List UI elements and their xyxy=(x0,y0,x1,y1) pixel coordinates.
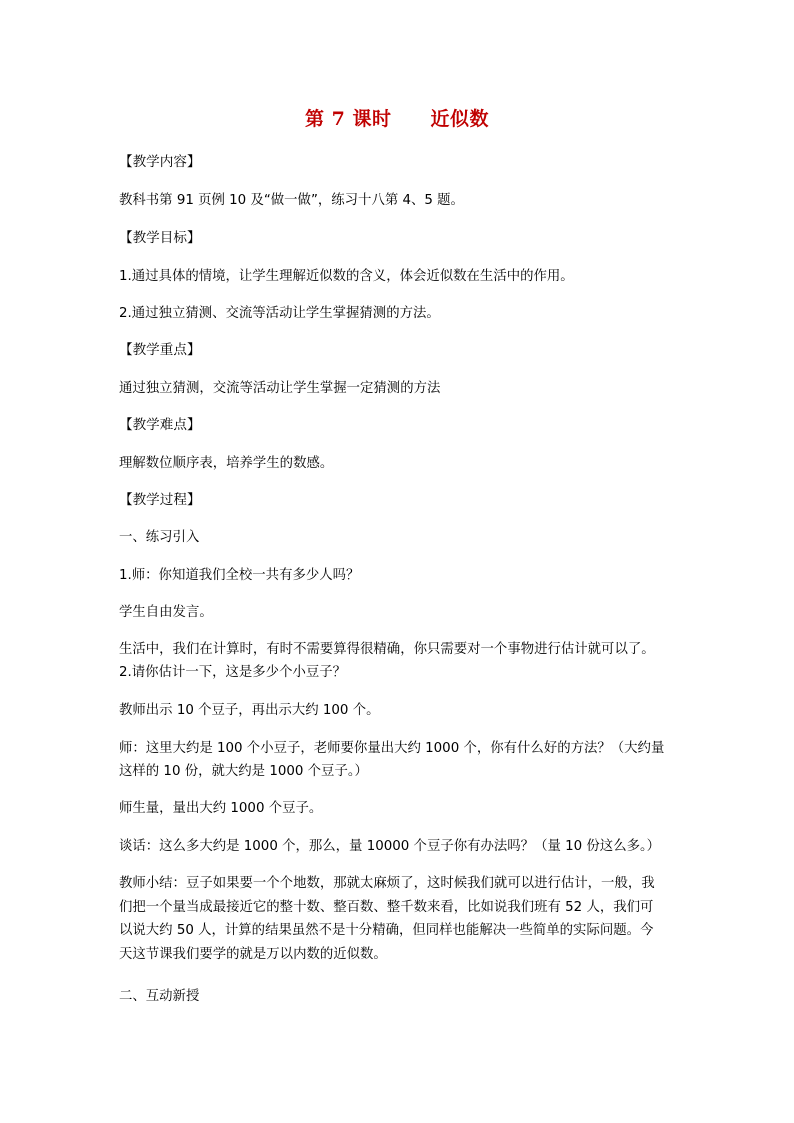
difficulty-paragraph: 理解数位顺序表，培养学生的数感。 xyxy=(119,456,334,471)
question-1-answer: 学生自由发言。 xyxy=(119,605,213,620)
life-paragraph: 生活中，我们在计算时，有时不需要算得很精确，你只需要对一个事物进行估计就可以了。 xyxy=(119,642,655,657)
part-heading-2: 二、互动新授 xyxy=(119,989,200,1004)
lesson-title: 第 7 课时 近似数 xyxy=(305,108,489,130)
content-paragraph: 教科书第 91 页例 10 及“做一做”，练习十八第 4、5 题。 xyxy=(119,193,464,208)
section-heading-key-points: 【教学重点】 xyxy=(119,342,201,358)
question-2: 2.请你估计一下，这是多少个小豆子？ xyxy=(119,665,347,680)
teacher-question-line-2: 这样的 10 份，就大约是 1000 个豆子。） xyxy=(119,764,368,779)
question-1: 1.师：你知道我们全校一共有多少人吗？ xyxy=(119,568,360,583)
section-heading-difficulty: 【教学难点】 xyxy=(119,417,201,433)
key-points-paragraph: 通过独立猜测，交流等活动让学生掌握一定猜测的方法 xyxy=(119,381,441,396)
section-heading-content: 【教学内容】 xyxy=(119,154,201,170)
talk-paragraph: 谈话：这么多大约是 1000 个，那么，量 10000 个豆子你有办法吗？（量 10 份这么多。） xyxy=(119,839,661,854)
measure-paragraph: 师生量，量出大约 1000 个豆子。 xyxy=(119,801,323,816)
summary-line-3: 以说大约 50 人，计算的结果虽然不是十分精确，但同样也能解决一些简单的实际问题。今 xyxy=(119,923,654,938)
summary-line-2: 们把一个量当成最接近它的整十数、整百数、整千数来看，比如说我们班有 52 人，我们可 xyxy=(119,900,654,915)
section-heading-goals: 【教学目标】 xyxy=(119,230,201,246)
teacher-demo: 教师出示 10 个豆子，再出示大约 100 个。 xyxy=(119,703,380,718)
section-heading-process: 【教学过程】 xyxy=(119,492,201,508)
summary-line-4: 天这节课我们要学的就是万以内数的近似数。 xyxy=(119,947,387,962)
goal-item-2: 2.通过独立猜测、交流等活动让学生掌握猜测的方法。 xyxy=(119,306,440,321)
goal-item-1: 1.通过具体的情境，让学生理解近似数的含义，体会近似数在生活中的作用。 xyxy=(119,269,574,284)
teacher-question-line-1: 师：这里大约是 100 个小豆子，老师要你量出大约 1000 个，你有什么好的方法？（大约量 xyxy=(119,741,665,756)
summary-line-1: 教师小结：豆子如果要一个个地数，那就太麻烦了，这时候我们就可以进行估计，一般，我 xyxy=(119,876,655,891)
part-heading-1: 一、练习引入 xyxy=(119,530,200,545)
